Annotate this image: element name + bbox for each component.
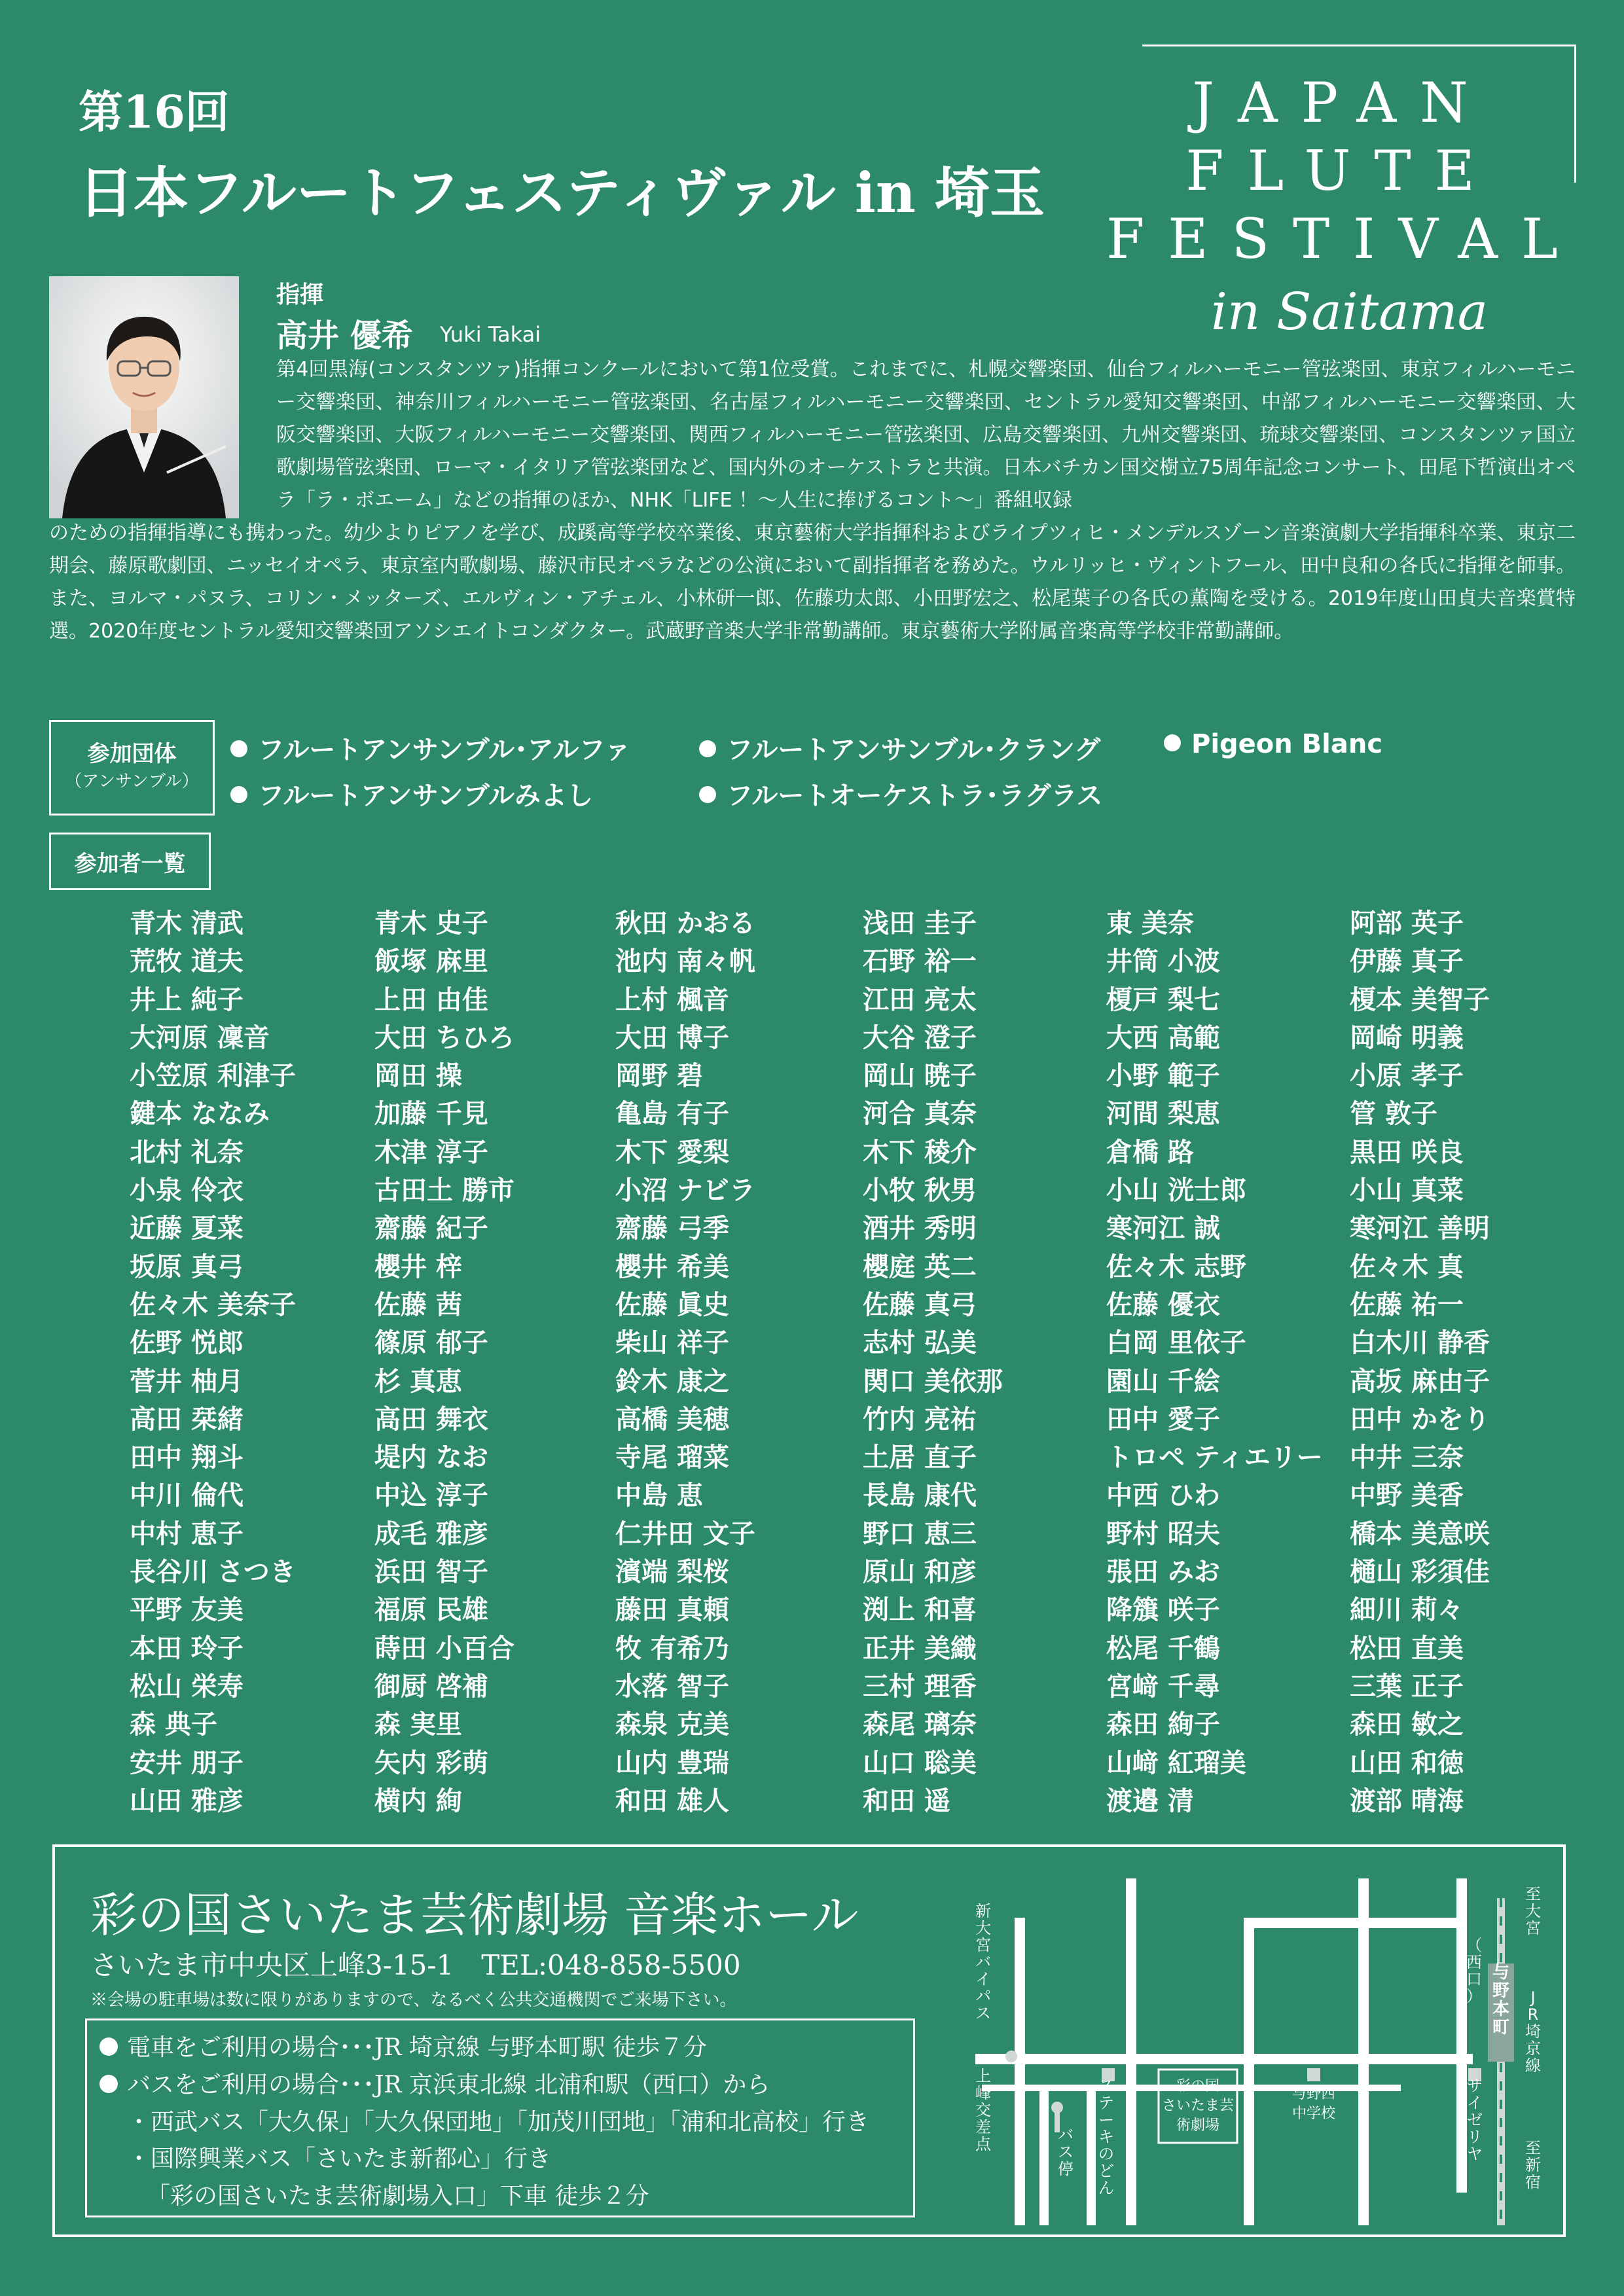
participant-name: 田中 愛子 (1106, 1404, 1220, 1435)
map-label-school (1292, 2086, 1336, 2122)
participant-name: 柴山 祥子 (615, 1328, 729, 1359)
map-intersection-marker (1005, 2051, 1017, 2062)
participant-name: 黒田 咲良 (1350, 1137, 1464, 1168)
participant-name: 伊藤 真子 (1350, 946, 1464, 977)
ensemble-item (230, 775, 593, 812)
participant-name: 北村 礼奈 (130, 1137, 244, 1168)
participant-name: 白岡 里依子 (1106, 1328, 1246, 1359)
participant-name: 佐藤 優衣 (1106, 1289, 1220, 1320)
access-bus-kokusai: ・国際興業バス「さいたま新都心」行き (127, 2145, 552, 2172)
conductor-name: 高井 優希 (276, 317, 413, 354)
participant-name: 森 実里 (374, 1710, 462, 1740)
participant-name: 河間 梨恵 (1106, 1099, 1220, 1130)
ensembles-label: 参加団体 (87, 741, 177, 767)
participant-name: 渕上 和喜 (863, 1595, 977, 1626)
participant-name: 青木 史子 (374, 908, 488, 939)
ensemble-item (230, 729, 631, 766)
participant-name: 佐藤 真弓 (863, 1289, 977, 1320)
participant-name: 中込 淳子 (374, 1480, 488, 1511)
parking-note: ※会場の駐車場は数に限りがありますので、なるべく公共交通機関でご来場下さい。 (90, 1990, 737, 2010)
participant-name: 篠原 郁子 (374, 1328, 488, 1359)
participant-name: 櫻井 希美 (615, 1251, 729, 1282)
participant-column (130, 905, 296, 1820)
participant-name: 松山 栄寿 (130, 1671, 244, 1702)
participant-name: 仁井田 文子 (615, 1518, 755, 1549)
participant-name: トロペ ティエリー (1106, 1443, 1323, 1473)
participant-column (1106, 905, 1323, 1820)
participant-name: 大谷 澄子 (863, 1022, 977, 1053)
access-bus (99, 2066, 770, 2100)
participant-name: 関口 美依那 (863, 1366, 1003, 1397)
participant-name: 寒河江 誠 (1106, 1213, 1220, 1244)
access-train (99, 2029, 707, 2062)
participant-name: 浅田 圭子 (863, 908, 977, 939)
participant-name: 齋藤 弓季 (615, 1213, 729, 1244)
participant-name: 矢内 彩萌 (374, 1748, 488, 1778)
ensembles-sublabel: （アンサンブル） (65, 772, 199, 791)
conductor-photo (49, 276, 239, 518)
venue-address: さいたま市中央区上峰3-15-1 TEL:048-858-5500 (90, 1949, 741, 1981)
participant-name: 浜田 智子 (374, 1557, 488, 1588)
participant-name: 正井 美織 (863, 1633, 977, 1664)
map-label-to-shinjuku: 至新宿 (1525, 2139, 1541, 2191)
participant-name: 野村 昭夫 (1106, 1518, 1220, 1549)
participant-name: 小笠原 利津子 (130, 1061, 296, 1092)
participant-name: 古田土 勝市 (374, 1175, 514, 1206)
participant-column (615, 905, 755, 1820)
map-roads (975, 1878, 1473, 2225)
participant-name: 管 敦子 (1350, 1099, 1437, 1130)
conductor-name-roman: Yuki Takai (440, 322, 541, 347)
participant-name: 酒井 秀明 (863, 1213, 977, 1244)
participant-name: 近藤 夏菜 (130, 1213, 244, 1244)
logo-line-flute: FLUTE (1185, 139, 1498, 203)
participant-name: 池内 南々帆 (615, 946, 755, 977)
participant-name: 張田 みお (1106, 1557, 1220, 1588)
participant-name: 志村 弘美 (863, 1328, 977, 1359)
participant-name: 三葉 正子 (1350, 1671, 1464, 1702)
participant-name: 水落 智子 (615, 1671, 729, 1702)
participant-name: 寺尾 瑠菜 (615, 1443, 729, 1473)
participant-name: 青木 清武 (130, 908, 244, 939)
conductor-bio-bottom: のための指揮指導にも携わった。幼少よりピアノを学び、成蹊高等学校卒業後、東京藝術大学指揮科およびライプツィヒ・メンデルスゾーン音楽演劇大学指揮科卒業、東京二期会、藤原歌劇団、ニッセイオペラ、東京室内歌劇場、藤沢市民オペラなどの公演において副指揮者を務めた。ウルリッヒ・ヴィントフール、田中良和の各氏に指揮を師事。また、ヨルマ・パヌラ、コリン・メッターズ、エルヴィン・アチェル、小林研一郎、佐藤功太郎、小田野宏之、松尾葉子の各氏の薫陶を受ける。2019年度山田貞夫音楽賞特選。2020年度セントラル愛知交響楽団アソシエイトコンダクター。武蔵野音楽大学非常勤講師。東京藝術大学附属音楽高等学校非常勤講師。 (49, 522, 1576, 643)
participant-name: 榎本 美智子 (1350, 984, 1490, 1015)
participant-name: 佐藤 茜 (374, 1289, 462, 1320)
map-label-venue-line: さいたま芸 (1161, 2098, 1235, 2114)
bullet-icon (99, 2075, 118, 2093)
access-map (969, 1865, 1558, 2225)
participant-name: 長島 康代 (863, 1480, 977, 1511)
map-road (1087, 2091, 1096, 2225)
participant-name: 岡野 碧 (615, 1061, 703, 1092)
participants-label-box (49, 833, 211, 890)
participant-name: 佐々木 真 (1350, 1251, 1464, 1282)
map-labels (975, 1885, 1541, 2197)
participant-name: 佐々木 美奈子 (130, 1289, 296, 1320)
participant-name: 高坂 麻由子 (1350, 1366, 1490, 1397)
map-road-main (975, 2054, 1473, 2064)
ensemble-name: フルートオーケストラ･ラグラス (727, 781, 1103, 811)
participant-name: 森 典子 (130, 1710, 217, 1740)
participant-name: 中村 恵子 (130, 1518, 244, 1549)
participant-name: 小山 洸士郎 (1106, 1175, 1246, 1206)
participant-name: 藤田 真頼 (615, 1595, 729, 1626)
ensemble-name: フルートアンサンブル･アルファ (258, 735, 631, 765)
participant-name: 阿部 英子 (1350, 908, 1464, 939)
logo-line-japan: JAPAN (1192, 71, 1492, 135)
participant-name: 森田 敏之 (1350, 1710, 1464, 1740)
map-label-bus-stop: バス停 (1058, 2126, 1074, 2178)
ensemble-name: フルートアンサンブルみよし (258, 781, 593, 811)
participant-name: 岡山 暁子 (863, 1061, 977, 1092)
participant-name: 齋藤 紀子 (374, 1213, 488, 1244)
participant-name: 木津 淳子 (374, 1137, 488, 1168)
participant-name: 鈴木 康之 (615, 1366, 729, 1397)
map-road (1244, 1918, 1254, 2225)
participant-name: 小泉 伶衣 (130, 1175, 244, 1206)
bus-stop-icon (1051, 2102, 1063, 2113)
ensemble-item (699, 729, 1100, 766)
map-road-bypass (1015, 1918, 1025, 2225)
participant-name: 岡崎 明義 (1350, 1022, 1464, 1053)
map-road (1126, 1878, 1136, 2225)
participant-name: 中野 美香 (1350, 1480, 1464, 1511)
ensembles-label-box (49, 720, 215, 816)
map-label-steak: ステーキのどん (1098, 2077, 1114, 2197)
participant-name: 渡部 晴海 (1350, 1785, 1464, 1816)
ensemble-name: Pigeon Blanc (1191, 729, 1383, 759)
participant-name: 森尾 璃奈 (863, 1710, 977, 1740)
participant-name: 中井 三奈 (1350, 1443, 1464, 1473)
access-bus-text: バスをご利用の場合･･･JR 京浜東北線 北浦和駅（西口）から (127, 2072, 770, 2098)
participant-name: 三村 理香 (863, 1671, 977, 1702)
bullet-icon (99, 2037, 118, 2056)
participant-name: 佐藤 眞史 (615, 1289, 729, 1320)
participant-name: 荒牧 道夫 (130, 946, 244, 977)
bullet-icon (699, 786, 716, 803)
map-marker-school (1307, 2068, 1320, 2081)
participant-name: 寒河江 善明 (1350, 1213, 1490, 1244)
participant-name: 加藤 千見 (374, 1099, 488, 1130)
participant-name: 飯塚 麻里 (374, 946, 488, 977)
map-label-venue-line: 術劇場 (1176, 2117, 1220, 2134)
participant-name: 和田 遥 (863, 1785, 950, 1816)
participant-name: 櫻井 梓 (374, 1251, 462, 1282)
map-label-kamimine: 上峰交差点 (975, 2067, 991, 2153)
participant-name: 大西 高範 (1106, 1022, 1220, 1053)
participant-name: 上田 由佳 (374, 984, 488, 1015)
participant-name: 白木川 静香 (1350, 1328, 1490, 1359)
participant-name: 井上 純子 (130, 984, 244, 1015)
participant-name: 田中 翔斗 (130, 1443, 244, 1473)
participant-name: 松田 直美 (1350, 1633, 1464, 1664)
participant-name: 亀島 有子 (615, 1099, 729, 1130)
participant-name: 大河原 凜音 (130, 1022, 270, 1053)
participant-name: 田中 かをり (1350, 1404, 1490, 1435)
participant-name: 佐野 悦郎 (130, 1328, 244, 1359)
participant-name: 河合 真奈 (863, 1099, 977, 1130)
participant-name: 木下 愛梨 (615, 1137, 729, 1168)
participant-column (863, 905, 1003, 1820)
map-road (1358, 1878, 1369, 2225)
participant-name: 倉橋 路 (1106, 1137, 1194, 1168)
participant-name: 松尾 千鶴 (1106, 1633, 1220, 1664)
participant-name: 小山 真菜 (1350, 1175, 1464, 1206)
participant-name: 小原 孝子 (1350, 1061, 1464, 1092)
participant-name: 杉 真恵 (374, 1366, 462, 1397)
map-road (1039, 2091, 1049, 2225)
participant-name: 横内 絢 (374, 1785, 462, 1816)
bullet-icon (1164, 734, 1181, 751)
map-label-school-line: 与野西 (1291, 2086, 1336, 2102)
map-label-jr-line: J R 埼京線 (1525, 1988, 1541, 2075)
map-label-station: 与野本町 (1492, 1963, 1510, 2037)
logo-line-festival: FESTIVAL (1106, 207, 1581, 271)
conductor-bio-top: 第4回黒海(コンスタンツァ)指揮コンクールにおいて第1位受賞。これまでに、札幌交響楽団、仙台フィルハーモニー管弦楽団、東京フィルハーモニー交響楽団、神奈川フィルハーモニー管弦楽団、名古屋フィルハーモニー交響楽団、セントラル愛知交響楽団、中部フィルハーモニー交響楽団、大阪交響楽団、大阪フィルハーモニー交響楽団、関西フィルハーモニー管弦楽団、広島交響楽団、九州交響楽団、琉球交響楽団、コンスタンツァ国立歌劇場管弦楽団、ローマ・イタリア管弦楽団など、国内外のオーケストラと共演。日本バチカン国交樹立75周年記念コンサート、田尾下哲演出オペラ「ラ・ボエーム」などの指揮のほか、NHK「LIFE ！～人生に捧げるコント～」番組収録 (276, 358, 1576, 512)
participant-name: 山﨑 紅瑠美 (1106, 1748, 1246, 1778)
participant-name: 堤内 なお (374, 1443, 488, 1473)
ensemble-item (699, 775, 1102, 812)
participant-name: 福原 民雄 (374, 1595, 488, 1626)
participant-name: 宮﨑 千尋 (1106, 1671, 1220, 1702)
participant-name: 原山 和彦 (863, 1557, 977, 1588)
participant-name: 山内 豊瑞 (615, 1748, 729, 1778)
participant-name: 細川 莉々 (1350, 1595, 1464, 1626)
participant-name: 江田 亮太 (863, 984, 977, 1015)
participant-name: 井筒 小波 (1106, 946, 1220, 977)
participant-name: 平野 友美 (130, 1595, 244, 1626)
access-bus-stop: 「彩の国さいたま芸術劇場入口」下車 徒歩２分 (147, 2183, 649, 2210)
edition-label: 第16回 (79, 86, 230, 139)
participant-name: 佐藤 祐一 (1350, 1289, 1464, 1320)
participant-name: 野口 恵三 (863, 1518, 977, 1549)
participant-name: 鍵本 ななみ (130, 1099, 270, 1130)
participant-name: 山田 雅彦 (130, 1785, 244, 1816)
participant-name: 中島 恵 (615, 1480, 703, 1511)
map-label-west-exit: （西口） (1466, 1936, 1482, 2005)
participant-name: 木下 稜介 (863, 1137, 977, 1168)
participant-name: 森泉 克美 (615, 1710, 729, 1740)
participant-name: 安井 朋子 (130, 1748, 244, 1778)
participant-name: 竹内 亮祐 (863, 1404, 977, 1435)
participant-name: 山口 聡美 (863, 1748, 977, 1778)
participant-name: 牧 有希乃 (615, 1633, 729, 1664)
participant-name: 小牧 秋男 (863, 1175, 977, 1206)
conductor-role: 指揮 (276, 281, 324, 308)
participant-name: 土居 直子 (863, 1443, 977, 1473)
ensemble-item (1164, 729, 1382, 759)
participant-name: 山田 和徳 (1350, 1748, 1464, 1778)
participant-name: 長谷川 さつき (130, 1557, 296, 1588)
participant-name: 高橋 美穂 (615, 1404, 729, 1435)
participant-name: 上村 楓音 (615, 984, 729, 1015)
participant-name: 樋山 彩須佳 (1350, 1557, 1490, 1588)
participant-name: 坂原 真弓 (130, 1251, 244, 1282)
map-label-bypass: 新大宮バイパス (975, 1902, 991, 2022)
participant-name: 中西 ひわ (1106, 1480, 1220, 1511)
participant-column (374, 905, 514, 1820)
map-road (1244, 1918, 1466, 1928)
participant-name: 御厨 啓補 (374, 1671, 488, 1702)
participant-name: 橋本 美意咲 (1350, 1518, 1490, 1549)
participant-name: 小沼 ナビラ (615, 1175, 755, 1206)
map-label-to-omiya: 至大宮 (1525, 1885, 1541, 1937)
participant-name: 秋田 かおる (615, 908, 755, 939)
access-train-text: 電車をご利用の場合･･･JR 埼京線 与野本町駅 徒歩７分 (127, 2034, 707, 2061)
participant-name: 森田 絢子 (1106, 1710, 1220, 1740)
participant-name: 大田 博子 (615, 1022, 729, 1053)
bullet-icon (230, 786, 247, 803)
participant-name: 東 美奈 (1106, 908, 1194, 939)
participant-name: 園山 千絵 (1106, 1366, 1220, 1397)
participant-name: 榎戸 梨七 (1106, 984, 1220, 1015)
participant-name: 佐々木 志野 (1106, 1251, 1246, 1282)
participant-name: 本田 玲子 (130, 1633, 244, 1664)
map-label-venue-line: 彩の国 (1176, 2078, 1220, 2094)
participant-name: 高田 舞衣 (374, 1404, 488, 1435)
festival-title: 日本フルートフェスティヴァル in 埼玉 (79, 160, 1045, 225)
venue-name: 彩の国さいたま芸術劇場 音楽ホール (90, 1888, 859, 1943)
map-label-saizeriya: サイゼリヤ (1467, 2077, 1483, 2163)
participant-name: 濱端 梨桜 (615, 1557, 729, 1588)
logo-script: in Saitama (1211, 283, 1489, 342)
participant-name: 蒔田 小百合 (374, 1633, 514, 1664)
bullet-icon (699, 740, 716, 757)
participant-name: 小野 範子 (1106, 1061, 1220, 1092)
access-bus-seibu: ・西武バス「大久保」「大久保団地」「加茂川団地」「浦和北高校」行き (127, 2109, 870, 2136)
participant-name: 中川 倫代 (130, 1480, 244, 1511)
map-label-school-line: 中学校 (1291, 2106, 1336, 2122)
participant-name: 降籏 咲子 (1106, 1595, 1220, 1626)
participant-column (1350, 905, 1490, 1820)
ensemble-name: フルートアンサンブル･クラング (727, 735, 1101, 765)
participant-name: 和田 雄人 (615, 1785, 729, 1816)
participant-name: 大田 ちひろ (374, 1022, 514, 1053)
participants-label: 参加者一覧 (74, 850, 186, 877)
participant-name: 岡田 操 (374, 1061, 462, 1092)
participant-name: 櫻庭 英二 (863, 1251, 977, 1282)
participant-name: 成毛 雅彦 (374, 1518, 488, 1549)
bullet-icon (230, 740, 247, 757)
participant-name: 高田 栞緒 (130, 1404, 244, 1435)
participant-name: 石野 裕一 (863, 946, 977, 977)
participant-name: 菅井 柚月 (130, 1366, 244, 1397)
participant-name: 渡邉 清 (1106, 1785, 1194, 1816)
